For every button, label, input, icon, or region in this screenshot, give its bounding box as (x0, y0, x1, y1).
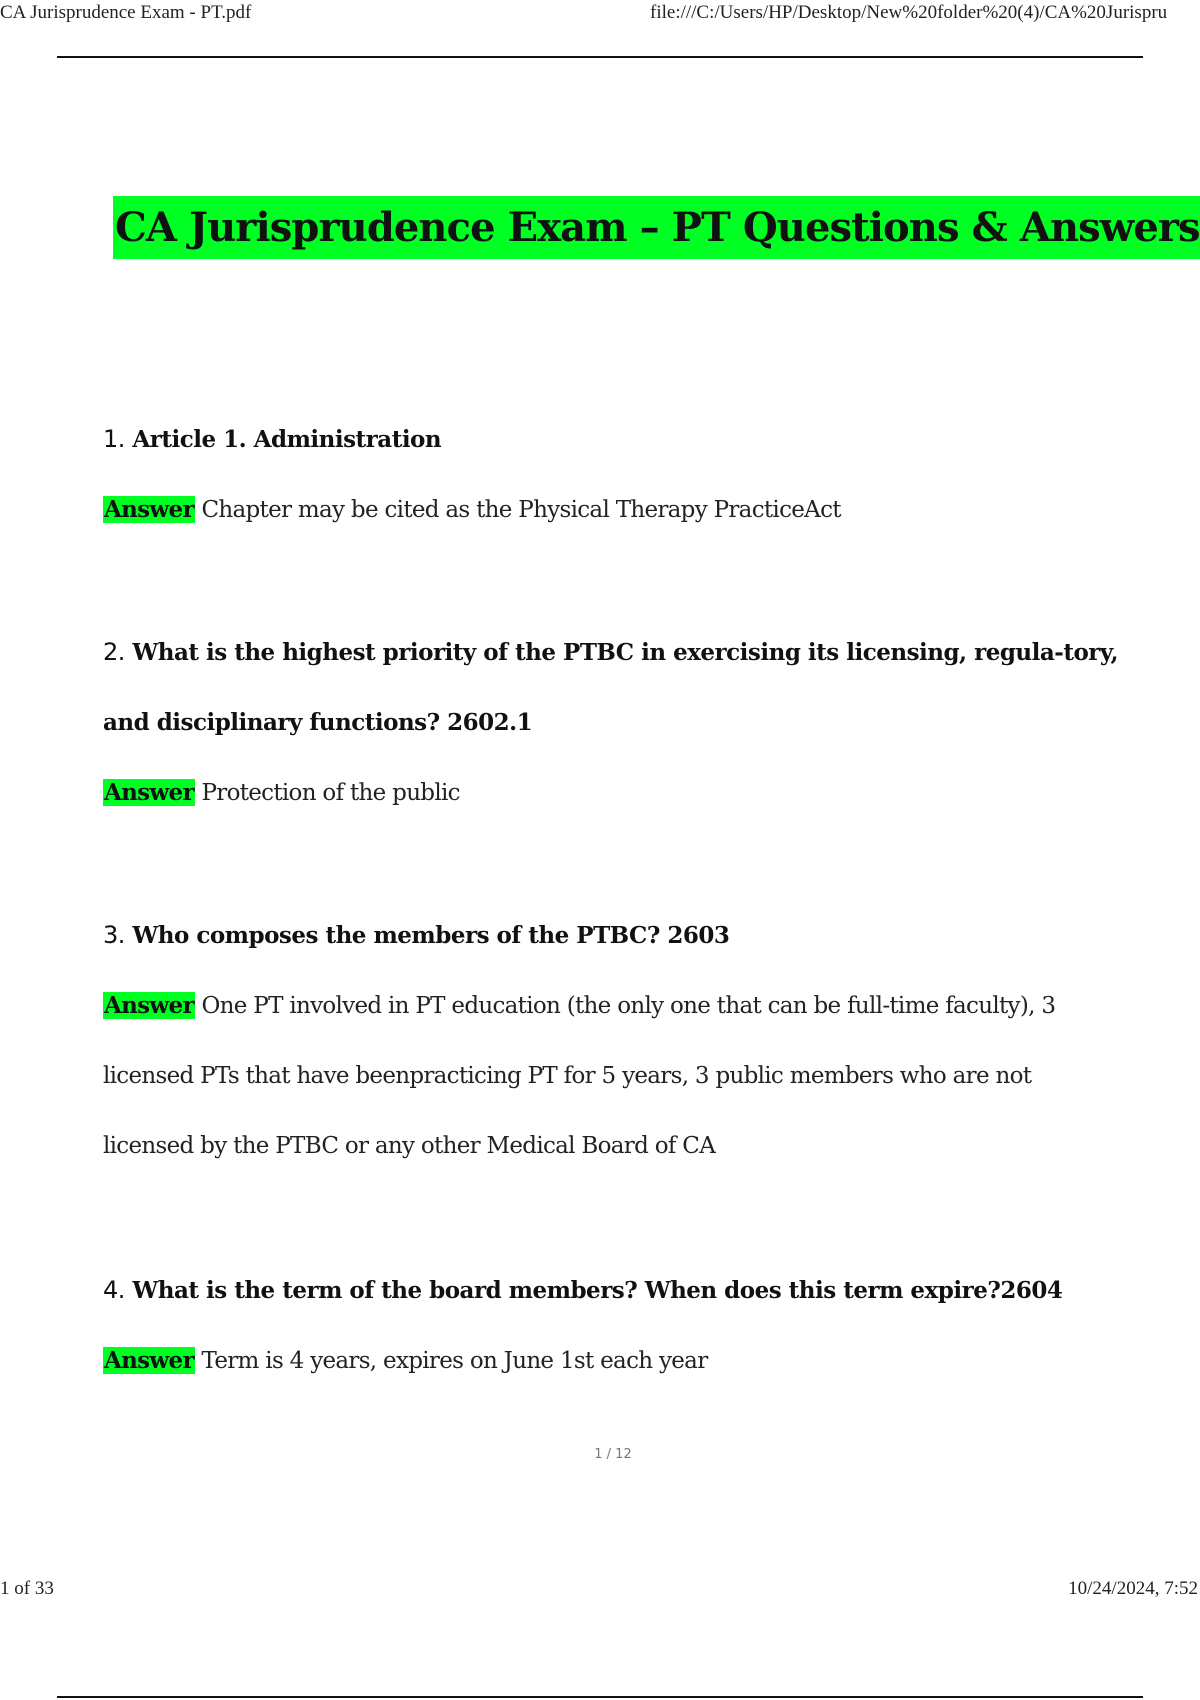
answer-text: Term is 4 years, expires on June 1st each year (201, 1348, 708, 1374)
answer-text: Protection of the public (201, 780, 460, 806)
qa-item-2 (103, 617, 1123, 828)
question-number: 2. (103, 638, 125, 666)
question-text: Article 1. Administration (132, 426, 442, 453)
answer (103, 971, 1123, 1181)
answer-label: Answer (104, 1347, 194, 1374)
print-footer-datetime: 10/24/2024, 7:52 (1068, 1578, 1198, 1599)
question-text: Who composes the members of the PTBC? 2603 (132, 922, 730, 949)
answer-text: Chapter may be cited as the Physical Therapy PracticeAct (201, 497, 841, 523)
question (103, 404, 1123, 475)
print-header-url: file:///C:/Users/HP/Desktop/New%20folder%20(4)/CA%20Jurispru (650, 2, 1168, 23)
question (103, 617, 1123, 758)
footer-divider (57, 1696, 1143, 1698)
qa-item-1 (103, 404, 1123, 545)
answer-label: Answer (104, 496, 194, 523)
document-title: CA Jurisprudence Exam – PT Questions & Answers (113, 196, 1200, 259)
answer (103, 475, 1123, 545)
page-indicator: 1 / 12 (594, 1447, 632, 1462)
answer-label: Answer (104, 779, 194, 806)
answer (103, 758, 1123, 828)
answer-text: One PT involved in PT education (the only one that can be full-time faculty), 3 licensed PTs that have beenpracticing PT for 5 years, 3 public members who are not licensed by the PTBC or any other Medical Board of CA (103, 993, 1056, 1159)
qa-item-4 (103, 1255, 1123, 1396)
header-divider (57, 56, 1143, 58)
answer-label: Answer (104, 992, 194, 1019)
print-header-title: CA Jurisprudence Exam - PT.pdf (0, 2, 252, 23)
qa-item-3 (103, 900, 1123, 1181)
question-number: 4. (103, 1276, 125, 1304)
answer (103, 1326, 1123, 1396)
question (103, 1255, 1123, 1326)
question-number: 1. (103, 425, 125, 453)
question-text: What is the highest priority of the PTBC in exercising its licensing, regula-tory, and disciplinary functions? 2602.1 (103, 639, 1119, 736)
question (103, 900, 1123, 971)
print-footer-page: 1 of 33 (0, 1578, 54, 1599)
question-text: What is the term of the board members? When does this term expire?2604 (132, 1277, 1063, 1304)
question-number: 3. (103, 921, 125, 949)
